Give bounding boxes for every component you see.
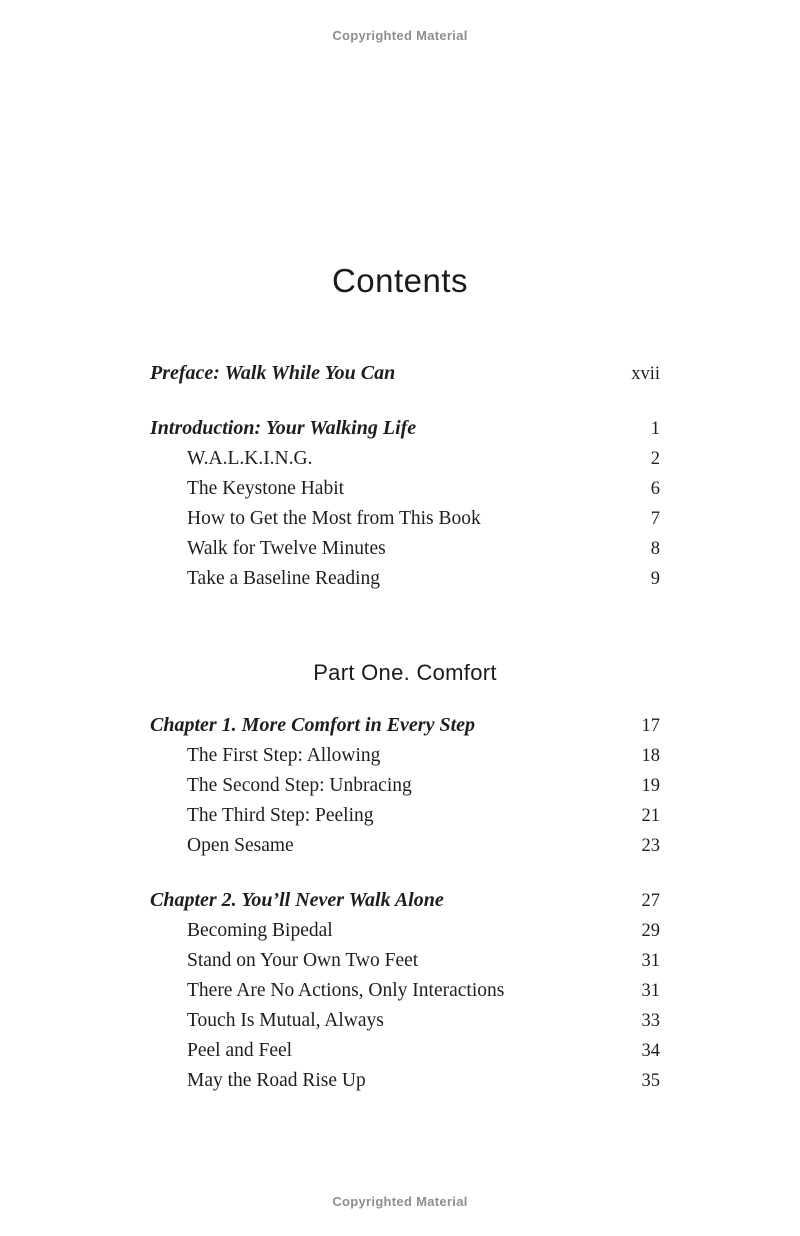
toc-block: [150, 885, 660, 1096]
toc-entry-label: There Are No Actions, Only Interactions: [187, 980, 505, 1001]
toc-sub-row: [150, 741, 660, 771]
toc-entry-page: 7: [650, 509, 660, 529]
toc-entry-page: 21: [641, 806, 660, 826]
toc-entry-page: 19: [641, 776, 660, 796]
toc-sub-row: [150, 474, 660, 504]
toc-entry-label: The First Step: Allowing: [187, 745, 381, 766]
toc-entry-page: 2: [650, 449, 660, 469]
toc-sub-row: [150, 946, 660, 976]
toc-sub-row: [150, 801, 660, 831]
toc-sub-row: [150, 564, 660, 594]
toc-entry-page: 1: [650, 419, 660, 439]
toc-entry-page: 8: [650, 539, 660, 559]
toc-sub-row: [150, 1066, 660, 1096]
toc-sub-row: [150, 916, 660, 946]
toc-entry-label: May the Road Rise Up: [187, 1070, 366, 1091]
toc-sub-row: [150, 534, 660, 564]
toc-chapter-row: [150, 413, 660, 444]
toc-entry-label: The Third Step: Peeling: [187, 805, 374, 826]
toc-entry-page: 34: [641, 1041, 660, 1061]
part-heading: Part One. Comfort: [313, 660, 497, 685]
toc-entry-page: 31: [641, 981, 660, 1001]
toc-entry-label: How to Get the Most from This Book: [187, 508, 481, 529]
toc-entry-page: 17: [641, 716, 660, 736]
copyright-notice-bottom: Copyrighted Material: [332, 1194, 468, 1209]
toc-entry-label: Introduction: Your Walking Life: [150, 417, 417, 439]
toc-sub-row: [150, 444, 660, 474]
toc-entry-page: xvii: [631, 364, 660, 384]
toc-entry-label: Touch Is Mutual, Always: [187, 1010, 384, 1031]
toc: [150, 358, 660, 1096]
toc-entry-label: The Second Step: Unbracing: [187, 775, 412, 796]
toc-entry-page: 18: [641, 746, 660, 766]
toc-entry-page: 27: [641, 891, 660, 911]
toc-entry-label: Chapter 1. More Comfort in Every Step: [150, 714, 476, 736]
toc-entry-label: Peel and Feel: [187, 1040, 293, 1061]
toc-sub-row: [150, 771, 660, 801]
toc-chapter-row: [150, 885, 660, 916]
toc-block: [150, 710, 660, 861]
toc-chapter-row: [150, 710, 660, 741]
toc-entry-page: 29: [641, 921, 660, 941]
toc-sub-row: [150, 1036, 660, 1066]
toc-entry-label: Walk for Twelve Minutes: [187, 538, 386, 559]
toc-entry-label: Stand on Your Own Two Feet: [187, 950, 419, 971]
toc-entry-page: 35: [641, 1071, 660, 1091]
toc-entry-label: Chapter 2. You’ll Never Walk Alone: [150, 889, 444, 911]
toc-block: [150, 358, 660, 389]
toc-entry-label: Open Sesame: [187, 835, 294, 856]
toc-entry-label: W.A.L.K.I.N.G.: [187, 448, 313, 469]
toc-entry-page: 9: [650, 569, 660, 589]
toc-entry-page: 23: [641, 836, 660, 856]
toc-entry-page: 31: [641, 951, 660, 971]
toc-entry-page: 33: [641, 1011, 660, 1031]
toc-sub-row: [150, 831, 660, 861]
toc-sub-row: [150, 976, 660, 1006]
page-title: Contents: [331, 262, 469, 299]
toc-block: [150, 413, 660, 594]
copyright-notice-top: Copyrighted Material: [332, 28, 468, 43]
toc-chapter-row: [150, 358, 660, 389]
toc-sub-row: [150, 1006, 660, 1036]
toc-sub-row: [150, 504, 660, 534]
toc-entry-page: 6: [650, 479, 660, 499]
toc-entry-label: Take a Baseline Reading: [187, 568, 381, 589]
toc-entry-label: The Keystone Habit: [187, 478, 345, 499]
toc-entry-label: Becoming Bipedal: [187, 920, 333, 941]
toc-entry-label: Preface: Walk While You Can: [150, 362, 396, 384]
